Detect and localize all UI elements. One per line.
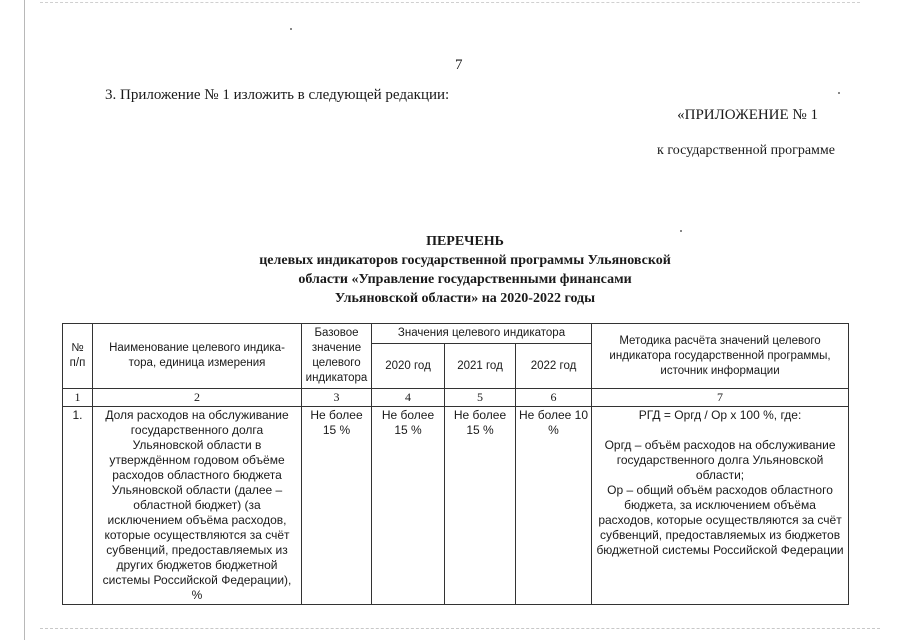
title-line: ПЕРЕЧЕНЬ (426, 234, 504, 249)
row-value-2020: Не более 15 % (372, 407, 445, 605)
column-number: 6 (516, 389, 592, 407)
method-definition-orgd: Оргд – объём расходов на обслуживание государственного долга Ульяновской области; (604, 438, 836, 482)
title-line: области «Управление государственными финансами (298, 272, 632, 287)
header-base-value: Базовое значение целевого индикатора (302, 324, 372, 389)
column-number: 4 (372, 389, 445, 407)
scan-left-edge (24, 0, 25, 640)
table-row (63, 407, 849, 605)
header-values-group: Значения целевого индикатора (372, 324, 592, 344)
indicators-table (62, 323, 849, 605)
scan-bottom-edge (40, 628, 880, 629)
column-number: 2 (93, 389, 302, 407)
header-number: № п/п (63, 324, 93, 389)
page-number: 7 (455, 57, 463, 73)
column-number-row (63, 389, 849, 407)
appendix-subheading: к государственной программе (657, 143, 835, 158)
method-definition-or: Ор – общий объём расходов областного бюджета, за исключением объёма расходов, которые осуществляются за счёт субвенций, предоставляемых из бюджетов бюджетной системы Российской Федерации (596, 483, 844, 557)
row-value-2021: Не более 15 % (445, 407, 516, 605)
scan-speck (290, 28, 292, 30)
scan-top-edge (40, 2, 860, 3)
column-number: 3 (302, 389, 372, 407)
intro-paragraph: 3. Приложение № 1 изложить в следующей редакции: (105, 87, 450, 103)
column-number: 7 (592, 389, 849, 407)
header-methodology: Методика расчёта значений целевого индикатора государственной программы, источник информации (592, 324, 849, 389)
method-formula: РГД = Оргд / Ор x 100 %, где: (638, 408, 802, 422)
title-line: Ульяновской области» на 2020-2022 годы (334, 291, 596, 306)
document-title (200, 232, 730, 308)
row-indicator-name: Доля расходов на обслуживание государственного долга Ульяновской области в утверждённом годовом объёме расходов областного бюджета Ульяновской области (далее – областной бюджет) (за исключением объёма расходов, которые осуществляются за счёт субвенций, предоставляемых из других бюджетов бюджетной системы Российской Федерации), % (93, 407, 302, 605)
header-year-2020: 2020 год (372, 344, 445, 389)
row-value-2022: Не более 10 % (516, 407, 592, 605)
appendix-heading: «ПРИЛОЖЕНИЕ № 1 (677, 107, 818, 123)
row-base-value: Не более 15 % (302, 407, 372, 605)
scan-speck (838, 92, 840, 94)
header-indicator-name: Наименование целевого индика-тора, единица измерения (93, 324, 302, 389)
column-number: 5 (445, 389, 516, 407)
header-year-2022: 2022 год (516, 344, 592, 389)
row-methodology (592, 407, 849, 605)
header-year-2021: 2021 год (445, 344, 516, 389)
column-number: 1 (63, 389, 93, 407)
row-number: 1. (63, 407, 93, 605)
title-line: целевых индикаторов государственной программы Ульяновской (259, 253, 671, 268)
